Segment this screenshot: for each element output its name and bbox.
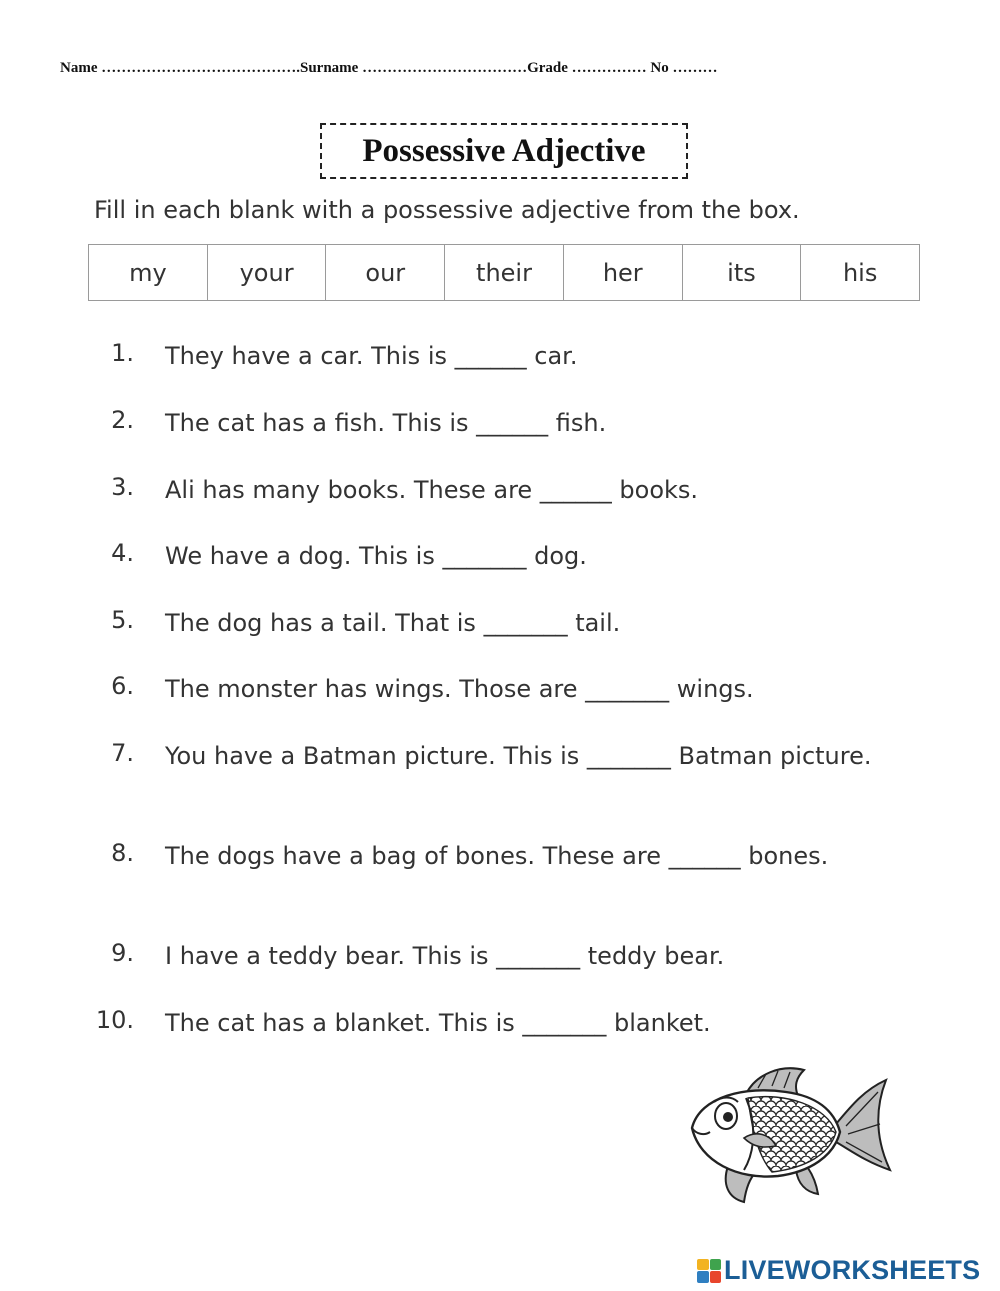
page-title: Possessive Adjective — [362, 132, 646, 169]
question-text: The monster has wings. Those are _______ wings. — [165, 675, 754, 703]
logo-mark-icon — [697, 1259, 721, 1283]
student-info-line: Name ………………………………….Surname ……………………………Grade …………… No ……… — [60, 60, 718, 76]
word-bank-item: our — [326, 245, 445, 300]
question-number: 1. — [111, 339, 134, 367]
question-number: 8. — [111, 839, 134, 867]
word-bank-item: your — [208, 245, 327, 300]
question-number: 2. — [111, 406, 134, 434]
question-text: The dog has a tail. That is _______ tail. — [165, 609, 621, 637]
logo-text: LIVEWORKSHEETS — [724, 1255, 981, 1285]
question-number: 3. — [111, 473, 134, 501]
question-text: You have a Batman picture. This is _______ Batman picture. — [165, 742, 872, 770]
question-number: 6. — [111, 672, 134, 700]
liveworksheets-logo — [697, 1255, 980, 1286]
question-number: 4. — [111, 539, 134, 567]
question-number: 7. — [111, 739, 134, 767]
word-bank-item: her — [564, 245, 683, 300]
question-text: The dogs have a bag of bones. These are ______ bones. — [165, 842, 829, 870]
question-text: We have a dog. This is _______ dog. — [165, 542, 587, 570]
question-text: Ali has many books. These are ______ books. — [165, 476, 699, 504]
word-bank-item: its — [683, 245, 802, 300]
question-text: They have a car. This is ______ car. — [165, 342, 578, 370]
instruction-text: Fill in each blank with a possessive adjective from the box. — [94, 196, 800, 224]
question-text: The cat has a blanket. This is _______ blanket. — [165, 1009, 711, 1037]
word-bank-item: their — [445, 245, 564, 300]
question-number: 10. — [95, 1006, 134, 1034]
fish-icon — [686, 1066, 892, 1204]
word-bank — [88, 244, 920, 301]
word-bank-item: my — [89, 245, 208, 300]
question-text: The cat has a fish. This is ______ fish. — [165, 409, 607, 437]
title-box — [320, 123, 688, 179]
question-number: 9. — [111, 939, 134, 967]
question-text: I have a teddy bear. This is _______ teddy bear. — [165, 942, 725, 970]
question-number: 5. — [111, 606, 134, 634]
word-bank-item: his — [842, 258, 878, 287]
